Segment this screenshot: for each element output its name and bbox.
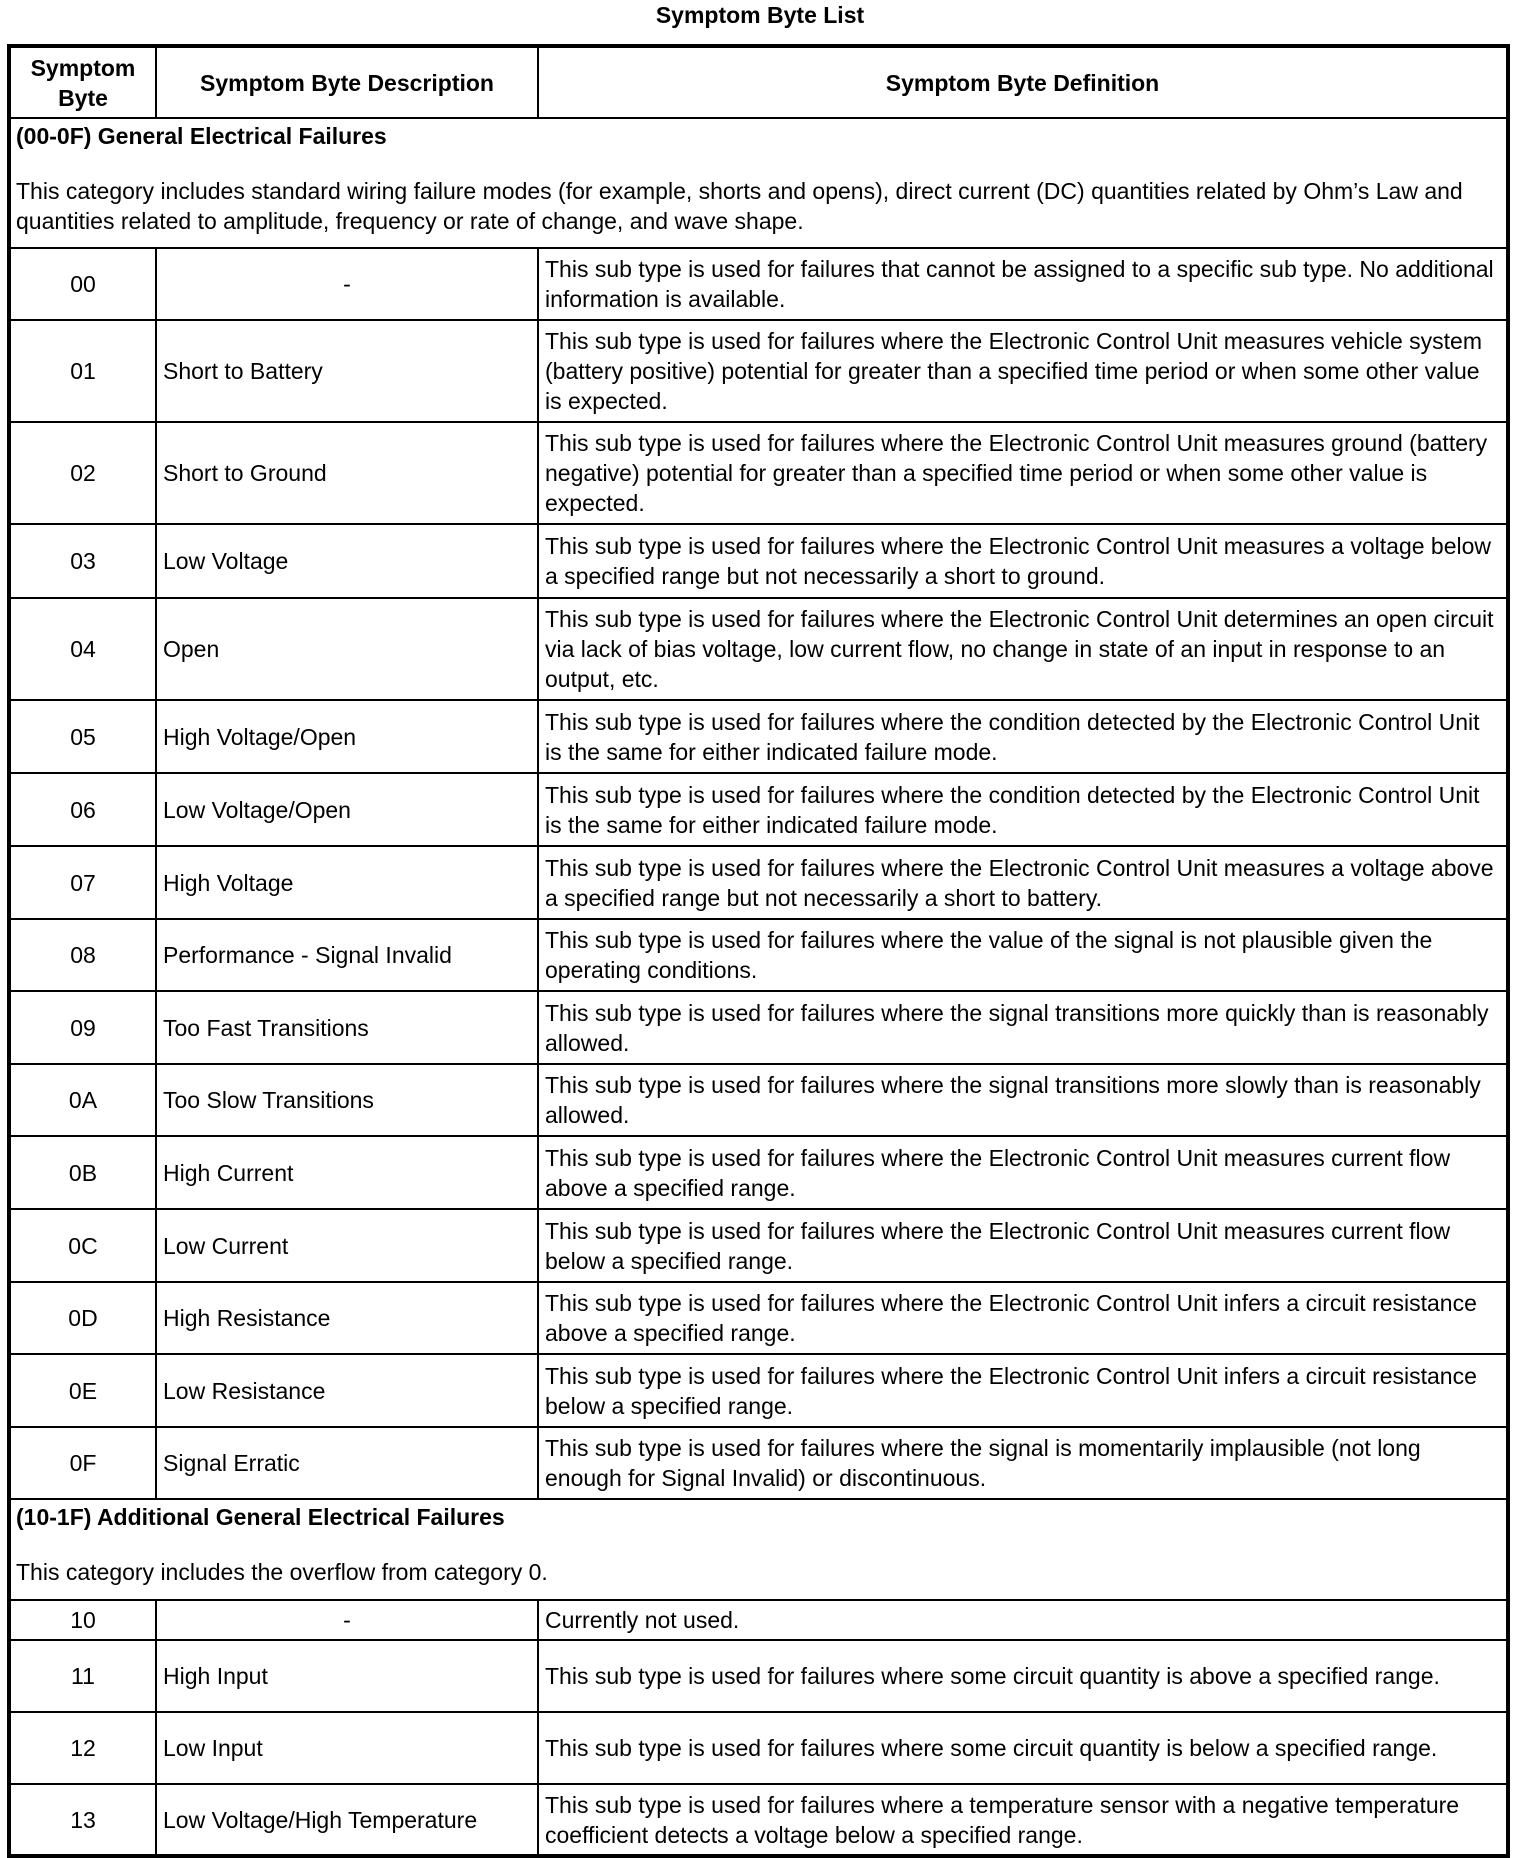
symptom-definition: This sub type is used for failures where the Electronic Control Unit measures current flow below a specified range. (538, 1209, 1508, 1282)
table-row (9, 1064, 1508, 1136)
table-row (9, 1136, 1508, 1209)
symptom-definition: This sub type is used for failures where the Electronic Control Unit infers a circuit resistance below a specified range. (538, 1354, 1508, 1427)
symptom-description: Low Resistance (156, 1354, 538, 1427)
category-cell (9, 1499, 1508, 1600)
category-cell (9, 118, 1508, 248)
symptom-definition: This sub type is used for failures where some circuit quantity is above a specified range. (538, 1640, 1508, 1712)
symptom-byte: 0E (9, 1354, 156, 1427)
table-header-row (9, 46, 1508, 118)
symptom-byte: 0D (9, 1282, 156, 1354)
table-row (9, 1640, 1508, 1712)
table-row (9, 700, 1508, 773)
table-row (9, 248, 1508, 320)
symptom-byte: 00 (9, 248, 156, 320)
symptom-byte: 09 (9, 991, 156, 1064)
symptom-definition: This sub type is used for failures where the condition detected by the Electronic Control Unit is the same for either indicated failure mode. (538, 700, 1508, 773)
category-title: (10-1F) Additional General Electrical Failures (16, 1504, 505, 1530)
symptom-definition: This sub type is used for failures where the Electronic Control Unit measures current flow above a specified range. (538, 1136, 1508, 1209)
symptom-byte: 0F (9, 1427, 156, 1499)
table-row (9, 1784, 1508, 1856)
symptom-description: Short to Ground (156, 422, 538, 524)
symptom-description: High Resistance (156, 1282, 538, 1354)
table-row (9, 598, 1508, 700)
symptom-description: Open (156, 598, 538, 700)
table-row (9, 846, 1508, 919)
symptom-description: Short to Battery (156, 320, 538, 422)
symptom-description: - (156, 1600, 538, 1640)
symptom-definition: This sub type is used for failures where the Electronic Control Unit measures a voltage below a specified range but not necessarily a short to ground. (538, 524, 1508, 598)
symptom-description: High Voltage (156, 846, 538, 919)
symptom-description: Too Fast Transitions (156, 991, 538, 1064)
symptom-byte: 06 (9, 773, 156, 846)
symptom-byte: 04 (9, 598, 156, 700)
symptom-byte: 08 (9, 919, 156, 991)
symptom-definition: This sub type is used for failures where the Electronic Control Unit determines an open circuit via lack of bias voltage, low current flow, no change in state of an input in response to an output, etc. (538, 598, 1508, 700)
symptom-definition: This sub type is used for failures where the Electronic Control Unit measures a voltage above a specified range but not necessarily a short to battery. (538, 846, 1508, 919)
column-header-byte: Symptom Byte (9, 46, 156, 118)
table-row (9, 991, 1508, 1064)
symptom-definition: This sub type is used for failures where the Electronic Control Unit measures ground (battery negative) potential for greater than a specified time period or when some other value is expected. (538, 422, 1508, 524)
symptom-byte: 0B (9, 1136, 156, 1209)
symptom-definition: This sub type is used for failures where the signal transitions more quickly than is reasonably allowed. (538, 991, 1508, 1064)
symptom-description: Performance - Signal Invalid (156, 919, 538, 991)
symptom-description: Low Current (156, 1209, 538, 1282)
symptom-definition: This sub type is used for failures where the signal is momentarily implausible (not long enough for Signal Invalid) or discontinuous. (538, 1427, 1508, 1499)
table-row (9, 320, 1508, 422)
symptom-description: Too Slow Transitions (156, 1064, 538, 1136)
table-row (9, 1282, 1508, 1354)
symptom-definition: This sub type is used for failures where the condition detected by the Electronic Control Unit is the same for either indicated failure mode. (538, 773, 1508, 846)
symptom-byte: 10 (9, 1600, 156, 1640)
page-title: Symptom Byte List (655, 2, 865, 28)
table-row (9, 1427, 1508, 1499)
symptom-byte: 01 (9, 320, 156, 422)
symptom-byte: 03 (9, 524, 156, 598)
column-header-definition: Symptom Byte Definition (538, 46, 1508, 118)
symptom-description: Low Voltage/High Temperature (156, 1784, 538, 1856)
category-row (9, 118, 1508, 248)
symptom-byte: 02 (9, 422, 156, 524)
category-title: (00-0F) General Electrical Failures (16, 123, 387, 149)
symptom-description: Low Input (156, 1712, 538, 1784)
table-row (9, 1712, 1508, 1784)
table-row (9, 919, 1508, 991)
symptom-definition: This sub type is used for failures where the signal transitions more slowly than is reasonably allowed. (538, 1064, 1508, 1136)
symptom-description: High Voltage/Open (156, 700, 538, 773)
symptom-byte-table (7, 44, 1510, 1858)
symptom-byte: 13 (9, 1784, 156, 1856)
symptom-byte: 0C (9, 1209, 156, 1282)
symptom-definition: This sub type is used for failures where the Electronic Control Unit measures vehicle system (battery positive) potential for greater than a specified time period or when some other value is expected. (538, 320, 1508, 422)
symptom-description: High Input (156, 1640, 538, 1712)
symptom-byte: 05 (9, 700, 156, 773)
symptom-description: Low Voltage/Open (156, 773, 538, 846)
table-row (9, 1209, 1508, 1282)
symptom-description: - (156, 248, 538, 320)
category-description: This category includes the overflow from category 0. (16, 1559, 548, 1585)
table-row (9, 773, 1508, 846)
symptom-byte: 12 (9, 1712, 156, 1784)
column-header-description: Symptom Byte Description (156, 46, 538, 118)
symptom-definition: Currently not used. (538, 1600, 1508, 1640)
category-description: This category includes standard wiring failure modes (for example, shorts and opens), direct current (DC) quantities related by Ohm’s Law and quantities related to amplitude, frequency or rate of change, and wave shape. (16, 178, 1463, 234)
table-row (9, 422, 1508, 524)
symptom-byte: 07 (9, 846, 156, 919)
table-row (9, 1354, 1508, 1427)
symptom-definition: This sub type is used for failures where a temperature sensor with a negative temperature coefficient detects a voltage below a specified range. (538, 1784, 1508, 1856)
symptom-description: Low Voltage (156, 524, 538, 598)
symptom-definition: This sub type is used for failures that cannot be assigned to a specific sub type. No additional information is available. (538, 248, 1508, 320)
symptom-byte: 11 (9, 1640, 156, 1712)
symptom-definition: This sub type is used for failures where the value of the signal is not plausible given the operating conditions. (538, 919, 1508, 991)
symptom-definition: This sub type is used for failures where the Electronic Control Unit infers a circuit resistance above a specified range. (538, 1282, 1508, 1354)
category-row (9, 1499, 1508, 1600)
symptom-definition: This sub type is used for failures where some circuit quantity is below a specified range. (538, 1712, 1508, 1784)
symptom-byte: 0A (9, 1064, 156, 1136)
table-row (9, 1600, 1508, 1640)
symptom-description: Signal Erratic (156, 1427, 538, 1499)
table-row (9, 524, 1508, 598)
symptom-description: High Current (156, 1136, 538, 1209)
